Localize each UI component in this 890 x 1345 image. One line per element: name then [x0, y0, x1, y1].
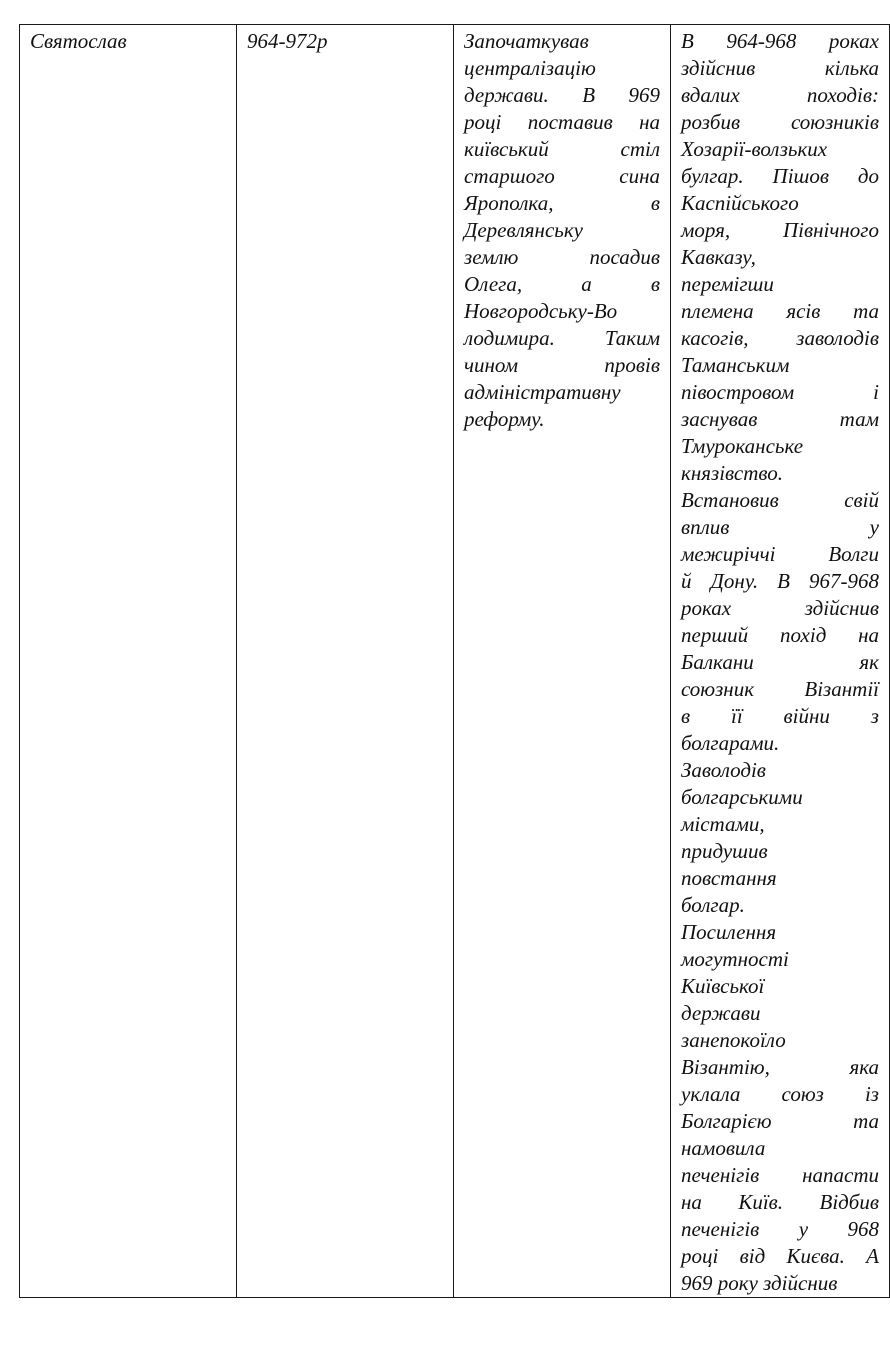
text-line: Київської	[681, 974, 765, 998]
text-line: Візантію, яка	[681, 1055, 879, 1079]
text-line: занепокоїло	[681, 1028, 786, 1052]
text-line: племена ясів та	[681, 299, 879, 323]
text-line: централізацію	[464, 56, 596, 80]
text-line: печенігів напасти	[681, 1163, 879, 1187]
text-line: 969 року здійснив	[681, 1271, 838, 1295]
text-line: В 964-968 роках	[681, 29, 879, 53]
text-line: держави. В 969	[464, 83, 660, 107]
text-line: болгарськими	[681, 785, 803, 809]
text-line: Заволодів	[681, 758, 766, 782]
history-table	[19, 24, 890, 1298]
text-line: моря, Північного	[681, 218, 879, 242]
text-line: році від Києва. А	[681, 1244, 879, 1268]
text-line: касогів, заволодів	[681, 326, 879, 350]
text-line: булгар. Пішов до	[681, 164, 879, 188]
domestic-policy-cell	[454, 25, 671, 1298]
text-line: Каспійського	[681, 191, 799, 215]
text-line: союзник Візантії	[681, 677, 879, 701]
text-line: намовила	[681, 1136, 766, 1160]
text-line: Таманським	[681, 353, 790, 377]
text-line: князівство.	[681, 461, 783, 485]
years-cell	[237, 25, 454, 1298]
foreign-policy-text	[681, 28, 879, 1297]
text-line: реформу.	[464, 407, 545, 431]
text-line: Посилення	[681, 920, 777, 944]
text-line: заснував там	[681, 407, 879, 431]
text-line: чином провів	[464, 353, 660, 377]
text-line: й Дону. В 967-968	[681, 569, 879, 593]
text-line: перемігши	[681, 272, 774, 296]
text-line: півостровом і	[681, 380, 879, 404]
text-line: печенігів у 968	[681, 1217, 879, 1241]
text-line: лодимира. Таким	[464, 326, 660, 350]
text-line: придушив	[681, 839, 768, 863]
text-line: уклала союз із	[681, 1082, 879, 1106]
text-line: роках здійснив	[681, 596, 879, 620]
text-line: Новгородську-Во	[464, 299, 618, 323]
text-line: Олега, а в	[464, 272, 660, 296]
text-line: містами,	[681, 812, 765, 836]
ruler-cell	[20, 25, 237, 1298]
text-line: вдалих походів:	[681, 83, 879, 107]
text-line: Встановив свій	[681, 488, 879, 512]
text-line: адміністративну	[464, 380, 621, 404]
text-line: розбив союзників	[681, 110, 879, 134]
text-line: Започаткував	[464, 29, 589, 53]
text-line: землю посадив	[464, 245, 660, 269]
text-line: Балкани як	[681, 650, 879, 674]
text-line: Деревлянську	[464, 218, 583, 242]
text-line: на Київ. Відбив	[681, 1190, 879, 1214]
text-line: межиріччі Волги	[681, 542, 879, 566]
ruler-name: Святослав	[30, 29, 127, 53]
text-line: перший похід на	[681, 623, 879, 647]
text-line: Болгарією та	[681, 1109, 879, 1133]
reign-years: 964-972р	[247, 29, 328, 53]
text-line: в її війни з	[681, 704, 879, 728]
text-line: здійснив кілька	[681, 56, 879, 80]
text-line: вплив у	[681, 515, 879, 539]
text-line: повстання	[681, 866, 777, 890]
text-line: київський стіл	[464, 137, 660, 161]
text-line: болгарами.	[681, 731, 780, 755]
foreign-policy-cell	[671, 25, 890, 1298]
text-line: могутності	[681, 947, 789, 971]
text-line: держави	[681, 1001, 761, 1025]
text-line: Ярополка, в	[464, 191, 660, 215]
text-line: Хозарії-волзьких	[681, 137, 828, 161]
text-line: році поставив на	[464, 110, 660, 134]
text-line: болгар.	[681, 893, 745, 917]
text-line: Тмуроканське	[681, 434, 804, 458]
text-line: Кавказу,	[681, 245, 756, 269]
table-row	[20, 25, 890, 1298]
text-line: старшого сина	[464, 164, 660, 188]
domestic-policy-text	[464, 28, 660, 433]
